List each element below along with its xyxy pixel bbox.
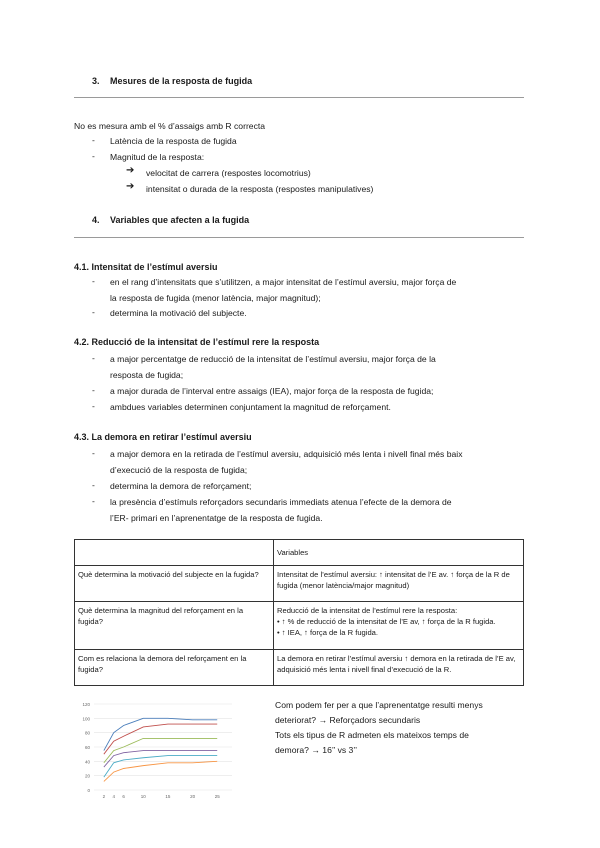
arrow-bullet-icon: ➔ <box>126 165 135 176</box>
subsection-4-3-title: 4.3. La demora en retirar l’estímul aversiu <box>74 432 252 442</box>
bullet-text: la resposta de fugida (menor latència, major magnitud); <box>110 293 321 303</box>
note-line: Tots els tipus de R admeten els mateixos temps de <box>275 730 469 740</box>
dash-bullet: - <box>92 496 95 506</box>
dash-bullet: - <box>92 385 95 395</box>
x-tick-label: 15 <box>165 794 171 799</box>
answer-line: • ↑ IEA, ↑ força de la R fugida. <box>277 628 379 637</box>
note-line: deteriorat? → Reforçadors secundaris <box>275 715 421 725</box>
table-header-row <box>75 540 524 566</box>
subsection-4-2-title: 4.2. Reducció de la intensitat de l’estímul rere la resposta <box>74 337 320 347</box>
section-4-number: 4. <box>92 215 100 225</box>
bullet-text: d’execució de la resposta de fugida; <box>110 465 248 475</box>
table-cell-question: Com es relaciona la demora del reforçament en la fugida? <box>75 650 274 686</box>
x-tick-label: 10 <box>140 794 146 799</box>
table-header-cell: Variables <box>274 540 524 566</box>
measures-intro: No es mesura amb el % d’assaigs amb R correcta <box>74 121 266 131</box>
table-cell-question: Què determina la magnitud del reforçament en la fugida? <box>75 602 274 650</box>
y-tick-label: 80 <box>84 730 90 736</box>
dash-bullet: - <box>92 353 95 363</box>
x-tick-label: 25 <box>214 794 220 799</box>
measures-subitem: intensitat o durada de la resposta (respostes manipulatives) <box>146 184 374 194</box>
table-row <box>75 602 524 650</box>
section-3-number: 3. <box>92 76 100 86</box>
bullet-text: a major percentatge de reducció de la intensitat de l’estímul aversiu, major força de la <box>110 354 436 364</box>
subsection-4-1-title: 4.1. Intensitat de l’estímul aversiu <box>74 262 218 272</box>
bullet-text: resposta de fugida; <box>110 370 184 380</box>
dash-bullet: - <box>92 480 95 490</box>
section-4-title: Variables que afecten a la fugida <box>110 215 250 225</box>
bullet-text: la presència d’estímuls reforçadors secundaris immediats atenua l’efecte de la demora de <box>110 497 452 507</box>
y-tick-label: 40 <box>84 759 90 765</box>
answer-line: Reducció de la intensitat de l’estímul rere la resposta: <box>277 606 458 615</box>
note-line: Com podem fer per a que l’aprenentatge resulti menys <box>275 700 483 710</box>
section-4-heading <box>92 215 249 225</box>
table-cell-answer: Intensitat de l’estímul aversiu: ↑ intensitat de l’E av. ↑ força de la R de fugida (menor latència/major magnitud) <box>274 566 524 602</box>
section-3-title: Mesures de la resposta de fugida <box>110 76 253 86</box>
divider <box>74 97 524 98</box>
summary-table <box>74 539 524 686</box>
table-cell-question: Què determina la motivació del subjecte en la fugida? <box>75 566 274 602</box>
bullet-text: ambdues variables determinen conjuntament la magnitud de reforçament. <box>110 402 391 412</box>
dash-bullet: - <box>92 276 95 286</box>
note-block <box>275 698 483 758</box>
arrow-bullet-icon: ➔ <box>126 181 135 192</box>
bullet-text: a major durada de l’interval entre assaigs (IEA), major força de la resposta de fugida; <box>110 386 434 396</box>
measures-item: Latència de la resposta de fugida <box>110 136 237 146</box>
y-tick-label: 0 <box>87 788 90 793</box>
note-line: demora? → 16’’ vs 3’’ <box>275 745 358 755</box>
table-row <box>75 566 524 602</box>
line-chart <box>72 690 260 814</box>
dash-bullet: - <box>92 151 95 161</box>
dash-bullet: - <box>92 307 95 317</box>
y-tick-label: 20 <box>84 773 90 779</box>
measures-subitem: velocitat de carrera (respostes locomotrius) <box>146 168 311 178</box>
x-tick-label: 20 <box>190 794 196 799</box>
y-tick-label: 100 <box>82 716 90 722</box>
measures-item: Magnitud de la resposta: <box>110 152 205 162</box>
dash-bullet: - <box>92 135 95 145</box>
bullet-text: a major demora en la retirada de l’estímul aversiu, adquisició més lenta i nivell final més baix <box>110 449 463 459</box>
section-3-heading <box>92 76 252 86</box>
answer-line: • ↑ % de reducció de la intensitat de l’E av, ↑ força de la R fugida. <box>277 617 496 626</box>
y-tick-label: 60 <box>84 745 90 750</box>
table-header-cell <box>75 540 274 566</box>
x-tick-label: 2 <box>102 794 106 799</box>
table-row <box>75 650 524 686</box>
dash-bullet: - <box>92 401 95 411</box>
table-cell-answer <box>274 602 524 650</box>
x-tick-label: 4 <box>112 794 115 799</box>
bullet-text: determina la demora de reforçament; <box>110 481 252 491</box>
bullet-text: l’ER- primari en l’aprenentatge de la resposta de fugida. <box>110 513 323 523</box>
bullet-text: determina la motivació del subjecte. <box>110 308 247 318</box>
bullet-text: en el rang d’intensitats que s’utilitzen, a major intensitat de l’estímul aversiu, major força de <box>110 277 457 287</box>
x-tick-label: 6 <box>122 794 125 799</box>
table-cell-answer: La demora en retirar l’estímul aversiu ↑ demora en la retirada de l’E av, adquisició més lenta i nivell final d’execució de la R. <box>274 650 524 686</box>
divider <box>74 237 524 238</box>
dash-bullet: - <box>92 448 95 458</box>
y-tick-label: 120 <box>82 702 90 707</box>
